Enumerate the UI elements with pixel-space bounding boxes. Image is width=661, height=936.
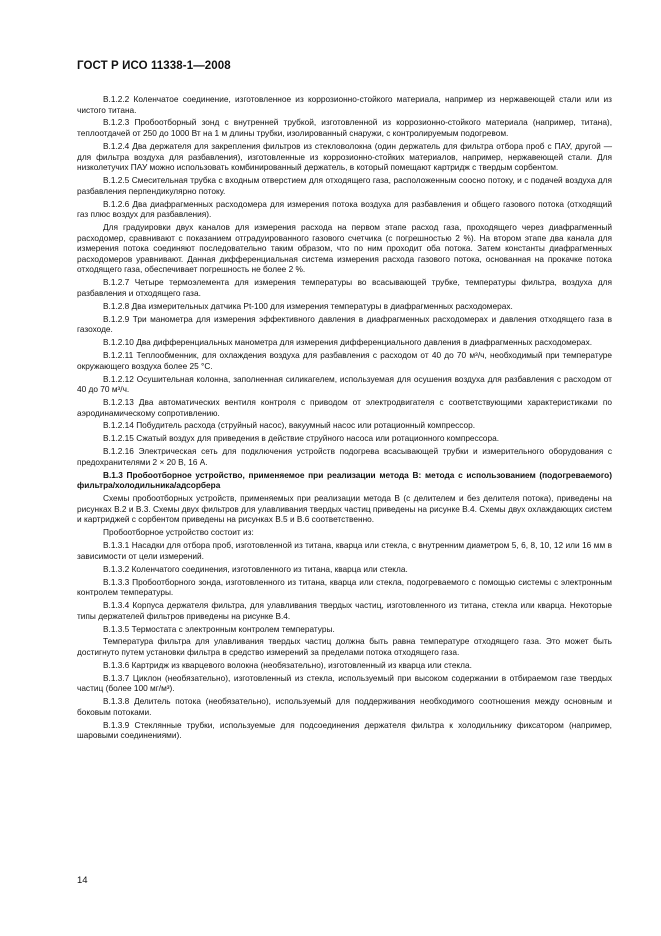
paragraph: В.1.2.16 Электрическая сеть для подключения устройств подогрева всасывающей трубки и измерительного оборудования с предохранителями 2 × 20 В, 16 А. <box>77 446 612 467</box>
paragraph: В.1.2.15 Сжатый воздух для приведения в действие струйного насоса или ротационного компрессора. <box>103 433 500 444</box>
paragraph: В.1.3.8 Делитель потока (необязательно), используемый для поддерживания необходимого соотношения между основным и боковым потоками. <box>77 696 612 717</box>
paragraph: В.1.3.7 Циклон (необязательно), изготовленный из стекла, используемый при высоком содержании в отбираемом газе твердых частиц (более 100 мг/м³). <box>77 672 612 694</box>
paragraph: В.1.3.6 Картридж из кварцевого волокна (необязательно), изготовленный из кварца или стекла. <box>103 659 472 670</box>
page-number: 14 <box>77 875 88 886</box>
paragraph: В.1.3.4 Корпуса держателя фильтра, для улавливания твердых частиц, изготовленного из титана, стекла или кварца. Некоторые типы держателей фильтров приведены на рисунке В.4. <box>77 600 612 621</box>
paragraph: Пробоотборное устройство состоит из: <box>103 527 254 538</box>
paragraph: В.1.2.3 Пробоотборный зонд с внутренней трубкой, изготовленной из коррозионно-стойкого материала (например, титана), теплоотдачей от 250 до 1000 Вт на 1 м длины трубки, изолированный снаружи, с контролируемым подогревом. <box>77 117 612 139</box>
paragraph: В.1.2.2 Коленчатое соединение, изготовленное из коррозионно-стойкого материала, например из нержавеющей стали или из чистого титана. <box>77 94 612 115</box>
paragraph: В.1.2.11 Теплообменник, для охлаждения воздуха для разбавления с расходом от 40 до 70 м³/ч, необходимый при температуре окружающего воздуха более 25 °С. <box>77 350 612 371</box>
paragraph: Температура фильтра для улавливания твердых частиц должна быть равна температуре отходящего газа. Это может быть достигнуто путем установки фильтра в средство измерений за пределами потока отходящего газа. <box>77 636 612 658</box>
paragraph: В.1.2.9 Три манометра для измерения эффективного давления в диафрагменных расходомерах и давления отходящего газа в газоходе. <box>77 313 612 335</box>
paragraph: В.1.3.9 Стеклянные трубки, используемые для подсоединения держателя фильтра к холодильнику фиксатором (например, шаровыми соединениями). <box>77 719 612 741</box>
paragraph: В.1.3.2 Коленчатого соединения, изготовленного из титана, кварца или стекла. <box>103 563 408 574</box>
paragraph: В.1.2.8 Два измерительных датчика Pt-100 для измерения температуры в диафрагменных расходомерах. <box>103 300 513 311</box>
paragraph: В.1.3.3 Пробоотборного зонда, изготовленного из титана, кварца или стекла, подогреваемого с помощью системы с электронным контролем температуры. <box>77 576 612 598</box>
paragraph: В.1.2.12 Осушительная колонна, заполненная силикагелем, используемая для осушения воздуха для разбавления с расходом от 40 до 70 м³/ч. <box>77 373 612 395</box>
document-body <box>77 94 612 743</box>
paragraph: В.1.2.6 Два диафрагменных расходомера для измерения потока воздуха для разбавления и общего газового потока (отходящий газ плюс воздух для разбавления). <box>77 198 612 220</box>
document-header: ГОСТ Р ИСО 11338-1—2008 <box>77 60 231 72</box>
paragraph: В.1.3.1 Насадки для отбора проб, изготовленной из титана, кварца или стекла, с внутренним диаметром 5, 6, 8, 10, 12 или 16 мм в зависимости от цели измерений. <box>77 540 612 561</box>
paragraph: В.1.2.4 Два держателя для закрепления фильтров из стекловолокна (один держатель для фильтра отбора проб с ПАУ, другой — для фильтра воздуха для разбавления), изготовленные из коррозионно-стойких материалов, например, нержавеющей стали. Для низколетучих ПАУ можно использовать комбинированный держатель, в который помещают картридж с твердым сорбентом. <box>77 140 612 173</box>
section-heading: В.1.3 Пробоотборное устройство, применяемое при реализации метода В: метода с использованием (подогреваемого) фильтра/холодильника/адсорбера <box>77 469 612 491</box>
paragraph: В.1.2.14 Побудитель расхода (струйный насос), вакуумный насос или ротационный компрессор. <box>103 420 476 431</box>
paragraph: В.1.2.5 Смесительная трубка с входным отверстием для отходящего газа, расположенным соосно потоку, и с подачей воздуха для разбавления перпендикулярно потоку. <box>77 175 612 196</box>
paragraph: Для градуировки двух каналов для измерения расхода на первом этапе расход газа, проходящего через диафрагменный расходомер, сравнивают с показанием отградуированного газового счетчика (с погрешностью 2 %). На втором этапе два канала для измерения потока соединяют последовательно таким образом, что по ним проходит оба потока. Затем константы диафрагменных расходомеров уравнивают. Данная дифференциальная система измерения расхода газового потока, основанная на прокачке потока отходящего газа, обеспечивает погрешность не более 2 %. <box>77 222 612 275</box>
paragraph: Схемы пробоотборных устройств, применяемых при реализации метода В (с делителем и без делителя потока), приведены на рисунках В.2 и В.3. Схемы двух фильтров для улавливания твердых частиц приведены на рисунке В.4. Схемы двух охлаждающих систем и картриджей с сорбентом приведены на рисунках В.5 и В.6 соответственно. <box>77 493 612 525</box>
paragraph: В.1.2.10 Два дифференциальных манометра для измерения дифференциального давления в диафрагменных расходомерах. <box>103 337 593 348</box>
paragraph: В.1.3.5 Термостата с электронным контролем температуры. <box>103 623 335 634</box>
paragraph: В.1.2.13 Два автоматических вентиля контроля с приводом от электродвигателя с соответствующими характеристиками по аэродинамическому сопротивлению. <box>77 397 612 418</box>
paragraph: В.1.2.7 Четыре термоэлемента для измерения температуры во всасывающей трубке, температуры фильтра, воздуха для разбавления и отходящего газа. <box>77 277 612 298</box>
